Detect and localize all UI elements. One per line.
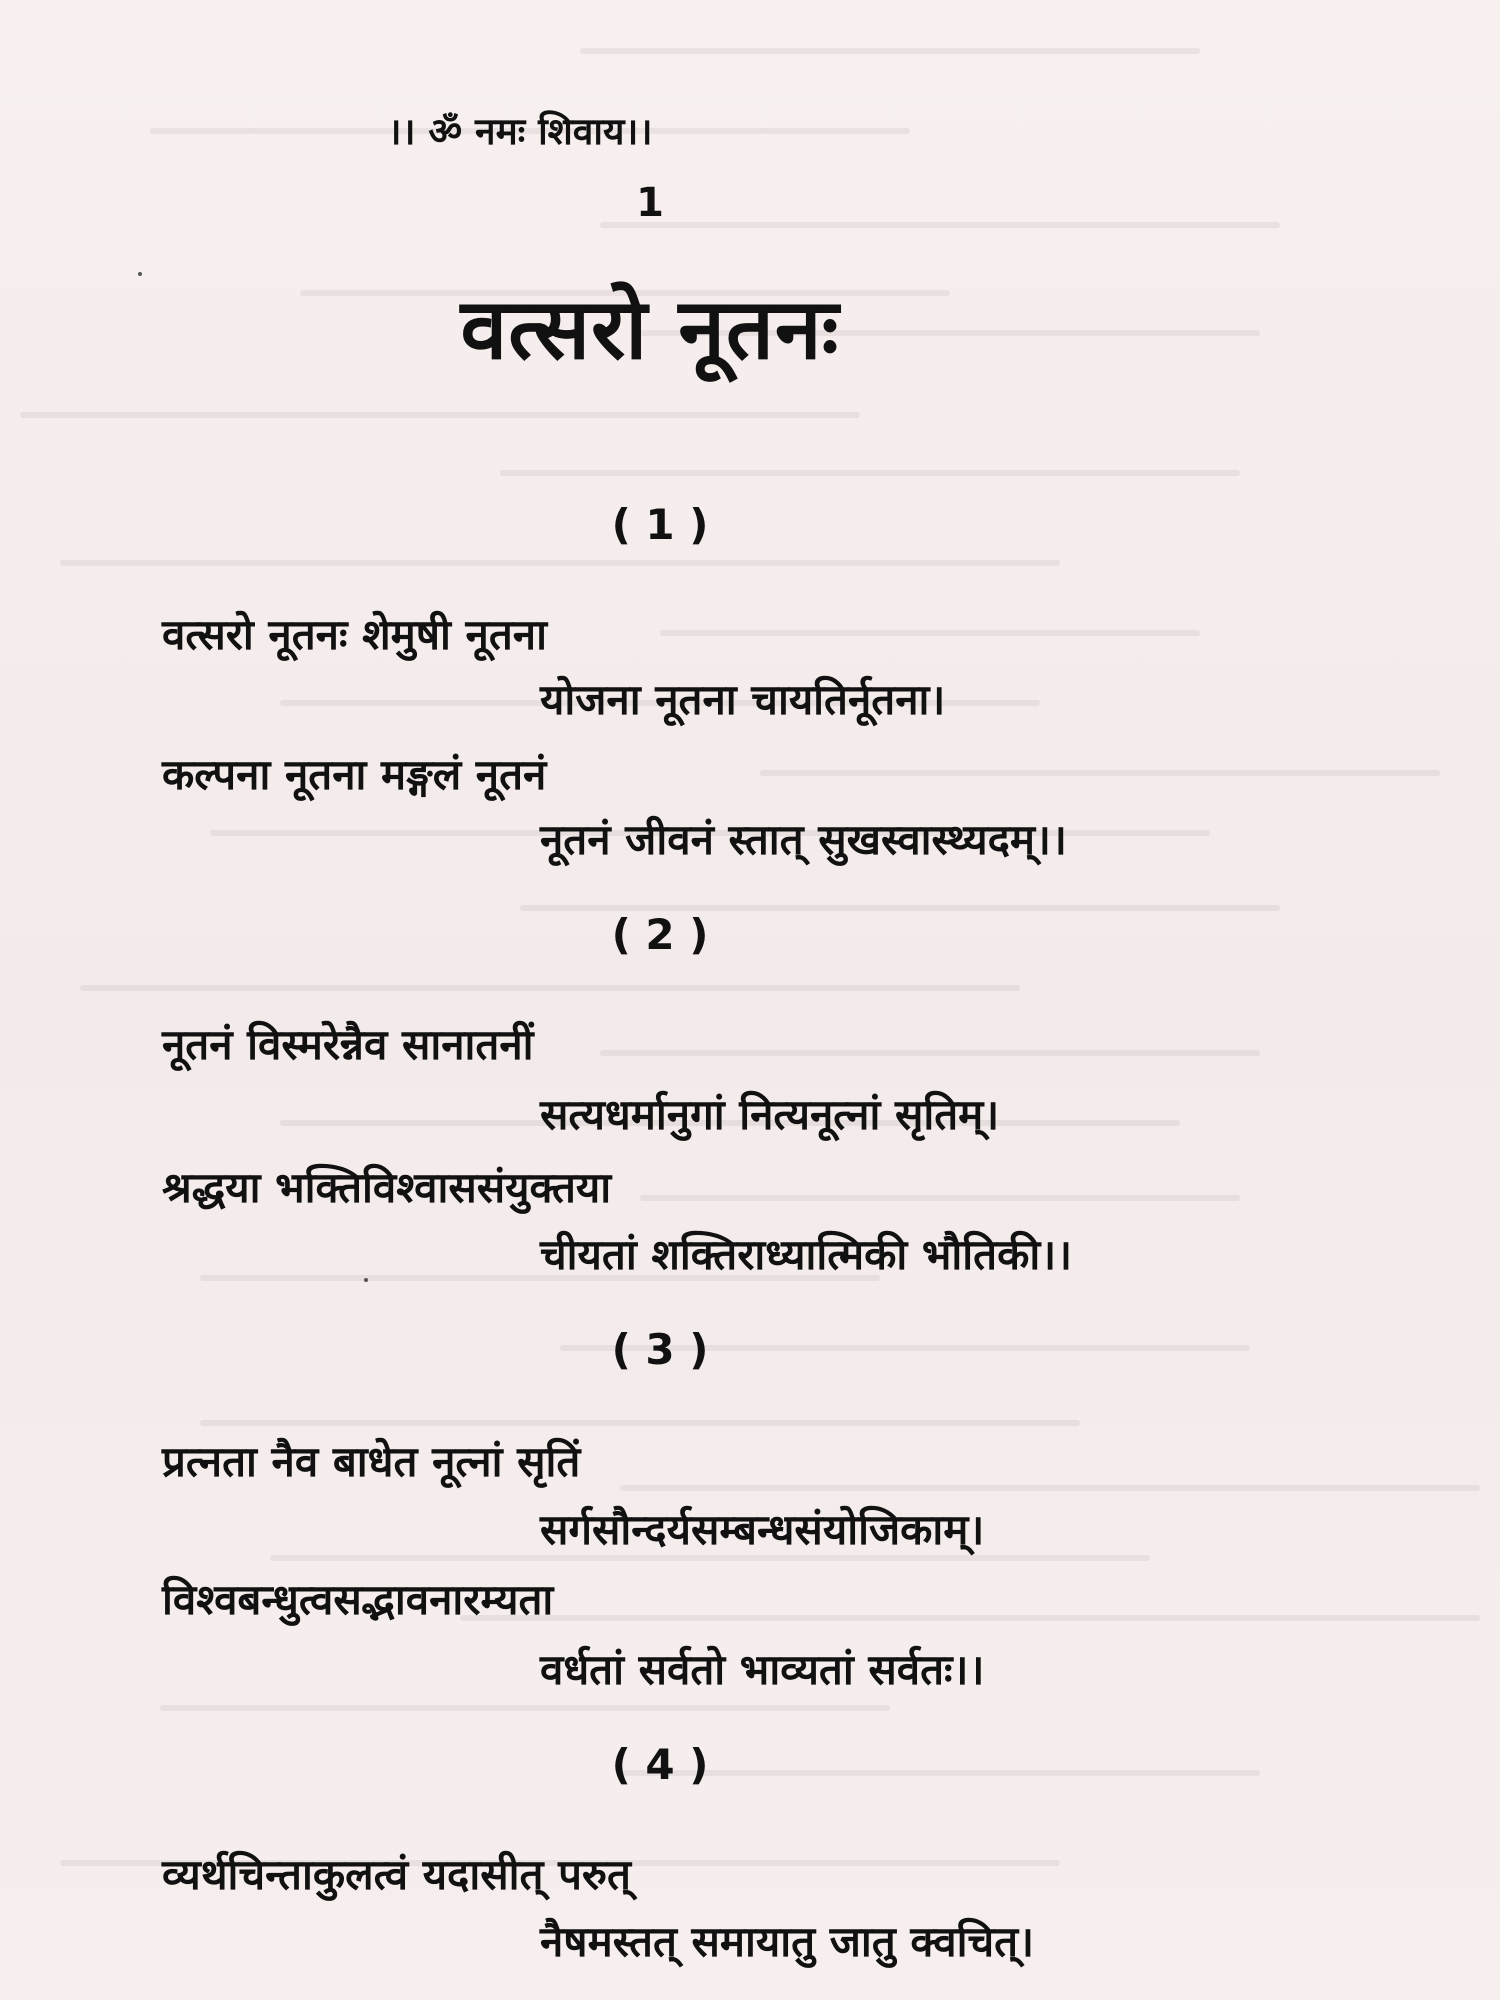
chapter-number: 1: [636, 180, 664, 226]
verse-line: प्रत्नता नैव बाधेत नूत्नां सृतिं: [162, 1437, 581, 1486]
verse-line: चीयतां शक्तिराध्यात्मिकी भौतिकी।।: [540, 1230, 1073, 1279]
verse-line: सत्यधर्मानुगां नित्यनूत्नां सृतिम्।: [540, 1090, 1000, 1139]
verse-number: ( 1 ): [611, 500, 709, 549]
verse-number: ( 2 ): [611, 910, 709, 959]
verse-line: सर्गसौन्दर्यसम्बन्धसंयोजिकाम्।: [540, 1505, 985, 1554]
verse-line: वर्धतां सर्वतो भाव्यतां सर्वतः।।: [540, 1645, 985, 1694]
verse-line: श्रद्धया भक्तिविश्वाससंयुक्तया: [162, 1163, 612, 1212]
verse-number: ( 3 ): [611, 1325, 709, 1374]
verse-line: कल्पना नूतना मङ्गलं नूतनं: [162, 750, 547, 799]
verse-line: नूतनं विस्मरेन्नैव सानातनीं: [162, 1020, 534, 1069]
page-speck: [364, 1278, 368, 1282]
verse-line: नैषमस्तत् समायातु जातु क्वचित्।: [540, 1917, 1034, 1966]
page-speck: [138, 272, 142, 276]
verse-number: ( 4 ): [611, 1740, 709, 1789]
verse-line: व्यर्थचिन्ताकुलत्वं यदासीत् परुत्: [162, 1850, 631, 1899]
invocation: ।। ॐ नमः शिवाय।।: [387, 110, 653, 153]
verse-line: नूतनं जीवनं स्तात् सुखस्वास्थ्यदम्।।: [540, 815, 1067, 864]
verse-line: योजना नूतना चायतिर्नूतना।: [540, 675, 946, 724]
verse-line: विश्वबन्धुत्वसद्भावनारम्यता: [162, 1575, 554, 1624]
poem-title: वत्सरो नूतनः: [460, 280, 840, 378]
verse-line: वत्सरो नूतनः शेमुषी नूतना: [162, 610, 547, 659]
